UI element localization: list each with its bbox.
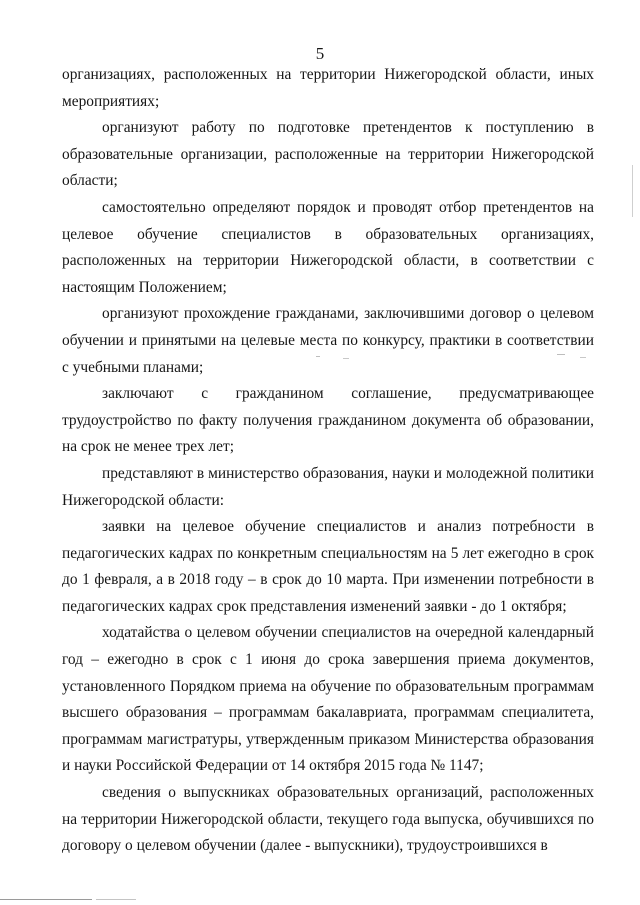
document-body	[62, 62, 594, 860]
paragraph-petitions: ходатайства о целевом обучении специалистов на очередной календарный год – ежегодно в срок с 1 июня до срока завершения приема документов, установленного Порядком приема на обучение по образовательным программам высшего образования – программам бакалавриата, программам специалитета, программам магистратуры, утвержденным приказом Министерства образования и науки Российской Федерации от 14 октября 2015 года № 1147;	[62, 624, 594, 775]
page-number: 5	[315, 44, 325, 63]
paragraph-practice-organization: организуют прохождение гражданами, заключившими договор о целевом обучении и принятыми на целевые места по конкурсу, практики в соответствии с учебными планами;	[62, 305, 594, 376]
paragraph-training-requests: заявки на целевое обучение специалистов и анализ потребности в педагогических кадрах по конкретным специальностям на 5 лет ежегодно в срок до 1 февраля, а в 2018 году – в срок до 10 марта. При изменении потребности в педагогических кадрах срок представления изменений заявки - до 1 октября;	[62, 518, 594, 615]
paragraph-continuation: организациях, расположенных на территории Нижегородской области, иных мероприятиях;	[62, 66, 594, 110]
paragraph-ministry-submission: представляют в министерство образования, науки и молодежной политики Нижегородской области:	[62, 464, 594, 509]
scan-artifact-dot-3	[557, 354, 565, 355]
paragraph-selection-procedure: самостоятельно определяют порядок и проводят отбор претендентов на целевое обучение специалистов в образовательных организациях, расположенных на территории Нижегородской области, в соответствии с настоящим Положением;	[62, 198, 594, 296]
scan-artifact-dot-4	[580, 357, 586, 358]
scan-artifact-dot-1	[316, 356, 320, 357]
paragraph-employment-agreement: заключают с гражданином соглашение, предусматривающее трудоустройство по факту получения гражданином документа об образовании, на срок не менее трех лет;	[62, 385, 594, 456]
paragraph-training-preparation: организуют работу по подготовке претендентов к поступлению в образовательные организации, расположенные на территории Нижегородской области;	[62, 119, 594, 190]
scan-artifact-right-edge	[632, 165, 633, 217]
paragraph-graduates-info: сведения о выпускниках образовательных организаций, расположенных на территории Нижегородской области, текущего года выпуска, обучившихся по договору о целевом обучении (далее - выпускники), трудоустроившихся в	[62, 784, 594, 855]
scan-artifact-bottom-line	[0, 899, 92, 900]
scan-artifact-bottom-dash	[96, 899, 136, 900]
scan-artifact-dot-2	[343, 358, 349, 359]
